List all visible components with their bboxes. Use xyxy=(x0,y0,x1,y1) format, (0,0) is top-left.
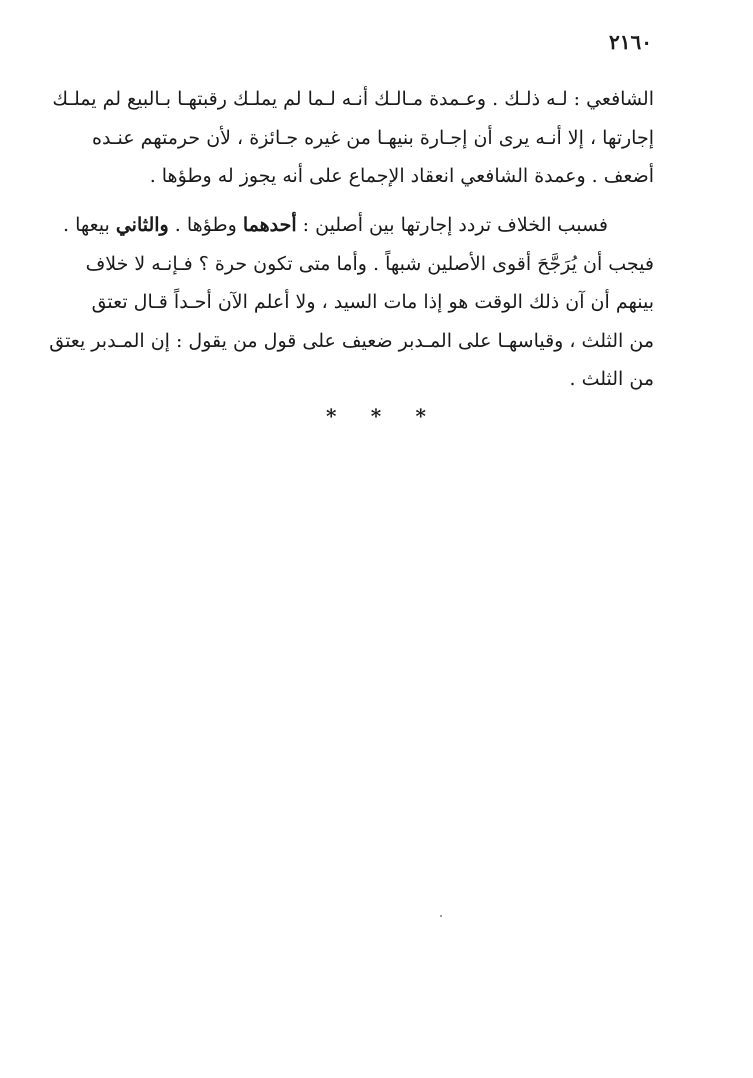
page-number: ٢١٦٠ xyxy=(609,30,652,54)
paragraph-2-line-1-mid: وطؤها . xyxy=(168,214,243,236)
separator-star: * xyxy=(326,404,337,428)
paragraph-2-line: بينهم أن آن ذلك الوقت هو إذا مات السيد ، ولا أعلم الآن أحـداً قـال تعتق xyxy=(91,291,654,313)
paragraph-1-line: أضعف . وعمدة الشافعي انعقاد الإجماع على أنه يجوز له وطؤها . xyxy=(149,165,654,187)
separator-star: * xyxy=(370,404,382,428)
paragraph-2-line: من الثلث ، وقياسهـا على المـدبر ضعيف على قول من يقول : إن المـدبر يعتق xyxy=(49,329,654,352)
paragraph-1-line: الشافعي : لـه ذلـك . وعـمدة مـالـك أنـه لـما لم يملـك رقبتهـا بـالبيع لم يملـك xyxy=(52,88,654,110)
paragraph-2-line: من الثلث . xyxy=(569,368,654,390)
scan-speck xyxy=(440,915,442,917)
separator-star: * xyxy=(415,404,426,428)
paragraph-2-line-1-start: فسبب الخلاف تردد إجارتها بين أصلين : xyxy=(296,214,608,236)
paragraph-1 xyxy=(52,80,654,196)
paragraph-2-line: فيجب أن يُرَجَّحَ أقوى الأصلين شبهاً . وأما متى تكون حرة ؟ فـإنـه لا خلاف xyxy=(85,252,654,275)
paragraph-2-bold-first: أحدهما xyxy=(242,214,297,236)
section-separator xyxy=(326,404,426,428)
paragraph-2 xyxy=(49,206,654,399)
paragraph-2-bold-second: والثاني xyxy=(115,214,169,236)
paragraph-1-line: إجارتها ، إلا أنـه يرى أن إجـارة بنيهـا من غيره جـائزة ، لأن حرمتهم عنـده xyxy=(92,126,654,149)
paragraph-2-line-1-end: بيعها . xyxy=(62,214,116,236)
paragraph-2-line-1 xyxy=(62,206,654,245)
